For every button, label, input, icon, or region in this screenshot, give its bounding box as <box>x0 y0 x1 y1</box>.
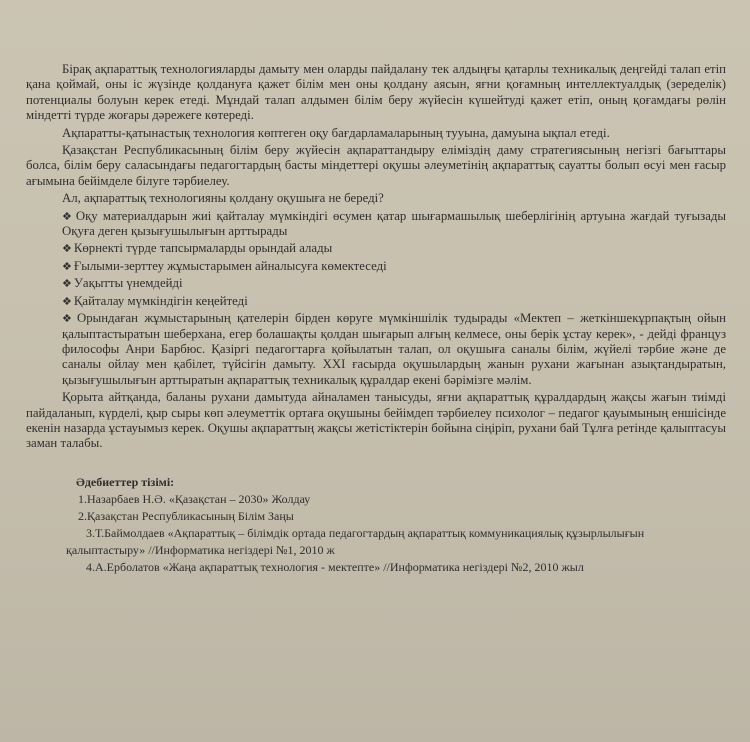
paragraph: Ақпаратты-қатынастық технология көптеген оқу бағдарламаларының тууына, дамуына ықпал етеді. <box>62 125 610 140</box>
diamond-bullet-icon: ❖ <box>62 259 72 273</box>
bullet-text: Ғылыми-зерттеу жұмыстарымен айналысуға көмектеседі <box>73 258 387 273</box>
bullet-text: Оқу материалдарын жиі қайталау мүмкіндігі өсумен қатар шығармашылық шеберлігінің артуына жағдай туғызады Оқуға деген қызығушылығын арттырады <box>62 208 726 239</box>
document-body <box>26 62 726 452</box>
paragraph: Қазақстан Республикасының білім беру жүйесін ақпараттандыру еліміздің даму стратегиясының негізгі бағыттары болса, білім беру саласындағы педагогтардың басты міндеттері оқушы әлеуметінің ақпараттық сауатты болып өсуі мен ғасыр ағымына бейімделе білуге тәрбиелеу. <box>26 143 726 188</box>
reference-item: 1.Назарбаев Н.Ә. «Қазақстан – 2030» Жолдау <box>78 491 311 506</box>
reference-item: 2.Қазақстан Республикасының Білім Заңы <box>78 508 294 523</box>
bullet-text: Көрнекті түрде тапсырмаларды орындай алады <box>73 241 333 256</box>
diamond-bullet-icon: ❖ <box>62 312 75 326</box>
bullet-text: Қайталау мүмкіндігін кеңейтеді <box>73 293 248 308</box>
bullet-item <box>26 311 726 388</box>
bullet-text: Уақытты үнемдейді <box>73 276 183 291</box>
diamond-bullet-icon: ❖ <box>62 209 74 223</box>
paragraph: Бірақ ақпараттық технологияларды дамыту мен оларды пайдалану тек алдыңғы қатарлы техникалық деңгейді талап етіп қана қоймай, оны іс жүзінде қолдануға қажет білім мен оны қолдану аясын, яғни қоғамның интеллектуалдық (зеределік) потенциалы болуын керек етеді. Мұндай талап алдымен білім беру жүйесін күшейтуді қажет етіп, оның қоғамдағы рөлін міндетті түрде жоғары дәрежеге көтереді. <box>26 62 726 123</box>
diamond-bullet-icon: ❖ <box>62 242 72 256</box>
references-list <box>26 491 726 576</box>
references-title: Әдебиеттер тізімі: <box>76 474 175 489</box>
bullet-item <box>26 259 726 274</box>
paragraph: Ал, ақпараттық технологияны қолдану оқушыға не береді? <box>62 191 384 206</box>
bullet-item <box>26 209 726 240</box>
bullet-item <box>26 241 726 256</box>
paragraph: Қорыта айтқанда, баланы рухани дамытуда айналамен танысуды, яғни ақпараттық құралдардың жақсы жағын тиімді пайдаланып, күрделі, қыр сыры көп әлеуметтік ортаға оқушыны бейімдеп тәрбиелеу психолог – педагог қауымының еншісінде екенін назарда ұстауымыз керек. Оқушы ақпараттың жақсы жетістіктерін бойына сіңіріп, рухани бай Тұлға ретінде қалыптасуы заман талабы. <box>26 390 726 451</box>
reference-item: 3.Т.Баймолдаев «Ақпараттық – білімдік ортада педагогтардың ақпараттық коммуникациялық құзырлылығын қалыптастыру» //Информатика негіздері №1, 2010 ж <box>66 525 645 557</box>
bullet-text: Орындаған жұмыстарының қателерін бірден көруге мүмкіншілік тудырады «Мектеп – жеткіншекұрпақтың ойын қалыптастыратын шеберхана, егер болашақты қолдан шығарып алғың келмесе, оны берік ұстау керек», - дейді француз философы Анри Барбюс. Қазіргі педагогтарға қойылатын талап, ол оқушыға саналы білім, жүйелі тәрбие және де саналы ойлау мен қабілет, түйсігін дамыту. XXI ғасырда оқушылардың жанын рухани жағынан азықтандыратын, қызығушылығын арттыратын ақпараттық техникалық құралдар екені бәрімізге мәлім. <box>62 311 726 387</box>
diamond-bullet-icon: ❖ <box>62 277 72 291</box>
references-section <box>26 474 726 576</box>
diamond-bullet-icon: ❖ <box>62 294 72 308</box>
reference-item: 4.А.Ерболатов «Жаңа ақпараттық технология - мектепте» //Информатика негіздері №2, 2010 жыл <box>86 559 584 574</box>
bullet-item <box>26 276 726 291</box>
bullet-item <box>26 294 726 309</box>
